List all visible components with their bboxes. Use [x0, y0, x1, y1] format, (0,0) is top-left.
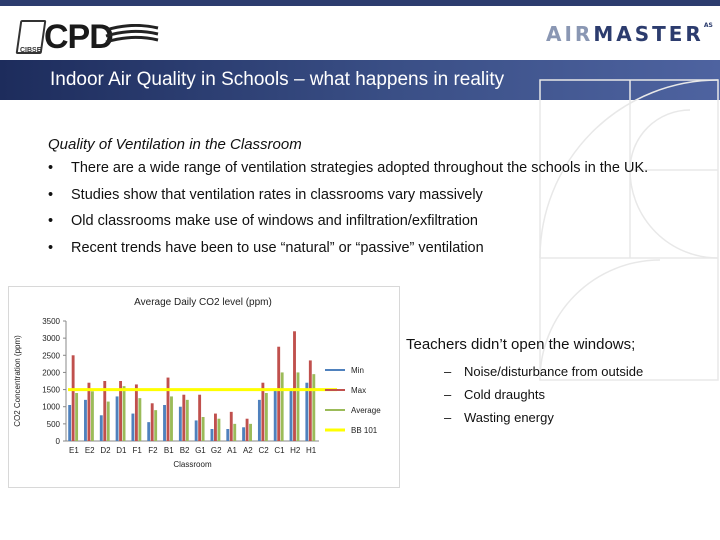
- bullet-item: [48, 240, 688, 258]
- cibse-text: CIBSE: [20, 47, 42, 54]
- bar-min-g2: [211, 429, 214, 441]
- y-axis-label: CO2 Concentration (ppm): [13, 335, 22, 427]
- bar-average-b2: [186, 400, 189, 441]
- cpd-logo: [18, 14, 158, 58]
- x-tick-label: H2: [290, 446, 301, 455]
- note-item: [444, 406, 643, 429]
- bar-max-g1: [198, 395, 201, 441]
- bar-min-b2: [179, 407, 182, 441]
- chart-title: Average Daily CO2 level (ppm): [134, 297, 272, 308]
- notes-title: Teachers didn’t open the windows;: [406, 336, 636, 353]
- bullet-marker: •: [48, 239, 54, 256]
- x-tick-label: G1: [195, 446, 206, 455]
- bar-average-g1: [202, 417, 205, 441]
- bar-max-c1: [277, 347, 280, 441]
- bar-average-h2: [297, 372, 300, 441]
- bar-average-a2: [249, 424, 252, 441]
- note-text: Cold draughts: [464, 387, 545, 402]
- bar-min-c2: [258, 400, 261, 441]
- bar-max-b2: [182, 395, 185, 441]
- y-tick-label: 1000: [42, 402, 60, 412]
- cpd-logo-text: CPD: [44, 18, 113, 56]
- bar-min-f2: [147, 422, 150, 441]
- bar-max-h1: [309, 360, 312, 441]
- bar-min-d2: [100, 415, 103, 441]
- airmaster-logo: [546, 22, 713, 46]
- brand-suffix: MASTER: [593, 22, 704, 46]
- x-tick-label: E1: [69, 446, 79, 455]
- bar-max-a2: [246, 419, 249, 441]
- bar-max-c2: [261, 383, 264, 441]
- bar-max-f1: [135, 384, 138, 441]
- bullet-list: [48, 160, 688, 266]
- bullet-marker: •: [48, 160, 54, 176]
- bullet-marker: •: [48, 186, 54, 203]
- bullet-text: There are a wide range of ventilation strategies adopted throughout the schools in the UK.: [71, 160, 649, 176]
- page-title: Indoor Air Quality in Schools – what happens in reality: [50, 69, 505, 90]
- bar-average-d1: [123, 386, 126, 441]
- x-tick-label: F2: [148, 446, 158, 455]
- brand-prefix: AIR: [546, 22, 594, 46]
- bar-min-h2: [290, 390, 293, 441]
- x-tick-label: C1: [274, 446, 285, 455]
- bullet-item: [48, 213, 688, 231]
- bar-min-d1: [116, 396, 119, 441]
- y-tick-label: 500: [46, 419, 60, 429]
- legend-label: Average: [351, 406, 381, 415]
- bar-average-a1: [233, 424, 236, 441]
- bullet-text: Studies show that ventilation rates in classrooms vary massively: [71, 186, 483, 203]
- note-item: [444, 383, 643, 406]
- x-tick-label: E2: [84, 446, 95, 455]
- x-tick-label: D1: [116, 446, 127, 455]
- bar-min-e1: [68, 405, 71, 441]
- bar-average-c2: [265, 393, 268, 441]
- x-tick-label: D2: [100, 446, 111, 455]
- x-axis-label: Classroom: [173, 460, 212, 469]
- bar-average-f2: [154, 410, 157, 441]
- y-tick-label: 2500: [42, 351, 60, 361]
- bar-min-f1: [131, 414, 134, 441]
- bullet-item: [48, 160, 688, 178]
- swoosh-lines-icon: [104, 24, 160, 50]
- top-accent-bar: [0, 0, 720, 6]
- note-dash: –: [444, 410, 452, 425]
- bar-average-c1: [281, 372, 284, 441]
- y-tick-label: 1500: [42, 385, 60, 395]
- bar-average-g2: [217, 419, 220, 441]
- bar-average-d2: [107, 402, 110, 441]
- bar-average-h1: [312, 374, 315, 441]
- x-tick-label: F1: [132, 446, 142, 455]
- note-item: [444, 360, 644, 383]
- legend-label: Min: [351, 366, 364, 375]
- bar-max-e1: [72, 355, 75, 441]
- bar-max-b1: [167, 378, 170, 441]
- x-tick-label: A2: [242, 446, 253, 455]
- x-tick-label: B2: [179, 446, 190, 455]
- note-text: Wasting energy: [464, 410, 554, 425]
- note-dash: –: [444, 364, 452, 379]
- brand-mark: AS: [703, 22, 713, 29]
- bar-max-f2: [151, 403, 154, 441]
- bar-min-b1: [163, 405, 166, 441]
- bar-min-a1: [226, 429, 229, 441]
- co2-chart-frame: [8, 286, 400, 488]
- x-tick-label: C2: [258, 446, 269, 455]
- note-text: Noise/disturbance from outside: [464, 364, 644, 379]
- y-tick-label: 2000: [42, 368, 60, 378]
- x-tick-label: B1: [163, 446, 174, 455]
- x-tick-label: G2: [210, 446, 222, 455]
- y-tick-label: 3000: [42, 334, 60, 344]
- bar-min-c1: [274, 390, 277, 441]
- bar-average-e1: [75, 393, 78, 441]
- bullet-item: [48, 187, 688, 205]
- bar-max-e2: [88, 383, 91, 441]
- legend-label: BB 101: [351, 426, 378, 435]
- bar-average-e2: [91, 391, 94, 441]
- bar-min-h1: [305, 383, 308, 441]
- note-dash: –: [444, 387, 452, 402]
- y-tick-label: 3500: [42, 317, 60, 326]
- bar-min-g1: [195, 420, 198, 441]
- bullet-text: Recent trends have been to use “natural” or “passive” ventilation: [71, 239, 484, 256]
- y-tick-label: 0: [55, 437, 60, 446]
- x-tick-label: H1: [305, 446, 317, 455]
- bar-min-a2: [242, 427, 245, 441]
- bullet-marker: •: [48, 213, 54, 229]
- notes-list: [444, 360, 644, 429]
- bar-average-f1: [138, 398, 141, 441]
- bar-max-a1: [230, 412, 233, 441]
- co2-bar-chart: [9, 287, 399, 487]
- section-heading: Quality of Ventilation in the Classroom: [48, 136, 302, 153]
- bar-max-h2: [293, 331, 296, 441]
- bullet-text: Old classrooms make use of windows and infiltration/exfiltration: [71, 213, 478, 229]
- bar-min-e2: [84, 400, 87, 441]
- bar-average-b1: [170, 396, 173, 441]
- x-tick-label: A1: [227, 446, 237, 455]
- bar-max-g2: [214, 414, 217, 441]
- legend-label: Max: [351, 386, 367, 395]
